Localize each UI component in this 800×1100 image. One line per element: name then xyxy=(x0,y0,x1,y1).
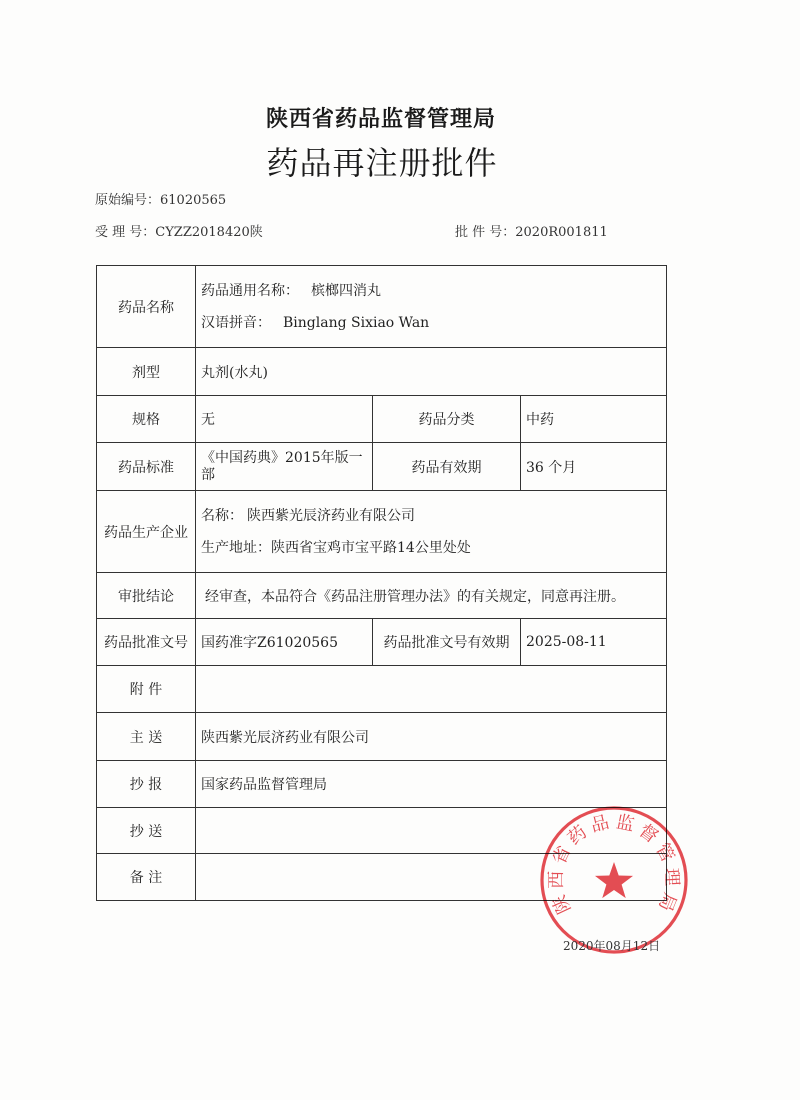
validity-value: 36 个月 xyxy=(521,443,667,491)
category-label: 药品分类 xyxy=(373,396,521,443)
attachment-value xyxy=(196,666,667,713)
approval-validity-value: 2025-08-11 xyxy=(521,619,667,666)
issue-date: 2020年08月12日 xyxy=(563,939,661,953)
original-number xyxy=(95,189,226,208)
approval-document-number-label: 批 件 号： xyxy=(455,225,516,240)
approval-number-value: 国药准字Z61020565 xyxy=(196,619,373,666)
validity-label: 药品有效期 xyxy=(373,443,521,491)
acceptance-number xyxy=(95,221,263,240)
manufacturer-address-label: 生产地址： xyxy=(201,539,271,556)
conclusion-label: 审批结论 xyxy=(97,573,196,619)
acceptance-number-value: CYZZ2018420陕 xyxy=(155,225,263,240)
document-title: 药品再注册批件 xyxy=(266,144,498,182)
approval-document-number xyxy=(455,221,608,240)
report-to-value: 国家药品监督管理局 xyxy=(196,761,667,808)
specification-value: 无 xyxy=(196,396,373,443)
manufacturer-cell xyxy=(196,491,667,573)
main-recipient-value: 陕西紫光辰济药业有限公司 xyxy=(196,713,667,761)
standard-value: 《中国药典》2015年版一部 xyxy=(196,443,373,491)
manufacturer-name-line xyxy=(201,500,661,532)
report-to-label: 抄 报 xyxy=(97,761,196,808)
manufacturer-name-label: 名称： xyxy=(201,507,243,524)
main-recipient-label: 主 送 xyxy=(97,713,196,761)
row-drug-name xyxy=(97,266,667,348)
official-seal xyxy=(534,800,694,960)
row-standard xyxy=(97,443,667,491)
row-approval-number xyxy=(97,619,667,666)
acceptance-number-label: 受 理 号： xyxy=(95,225,156,240)
manufacturer-label: 药品生产企业 xyxy=(97,491,196,573)
specification-label: 规格 xyxy=(97,396,196,443)
remarks-label: 备 注 xyxy=(97,854,196,901)
pinyin-label: 汉语拼音： xyxy=(201,314,271,331)
issuing-agency: 陕西省药品监督管理局 xyxy=(265,107,496,132)
row-conclusion xyxy=(97,573,667,619)
seal-star-icon xyxy=(595,862,633,898)
row-dosage-form xyxy=(97,348,667,396)
row-main-recipient xyxy=(97,713,667,761)
row-specification xyxy=(97,396,667,443)
drug-name-cell xyxy=(196,266,667,348)
manufacturer-name-value: 陕西紫光辰济药业有限公司 xyxy=(247,507,415,524)
original-number-value: 61020565 xyxy=(160,193,227,208)
manufacturer-address-value: 陕西省宝鸡市宝平路14公里处处 xyxy=(271,539,471,556)
row-attachment xyxy=(97,666,667,713)
pinyin-value: Binglang Sixiao Wan xyxy=(283,314,430,331)
manufacturer-address-line xyxy=(201,532,661,564)
drug-name-label: 药品名称 xyxy=(97,266,196,348)
generic-name-value: 槟榔四消丸 xyxy=(311,282,381,299)
original-number-label: 原始编号： xyxy=(95,193,161,208)
row-manufacturer xyxy=(97,491,667,573)
dosage-form-label: 剂型 xyxy=(97,348,196,396)
category-value: 中药 xyxy=(521,396,667,443)
generic-name-line xyxy=(201,275,661,307)
attachment-label: 附 件 xyxy=(97,666,196,713)
seal-text-path: 陕西省药品监督管理局 xyxy=(545,811,683,917)
conclusion-value: 经审查，本品符合《药品注册管理办法》的有关规定，同意再注册。 xyxy=(196,573,667,619)
dosage-form-value: 丸剂(水丸) xyxy=(196,348,667,396)
generic-name-label: 药品通用名称： xyxy=(201,282,299,299)
approval-number-label: 药品批准文号 xyxy=(97,619,196,666)
standard-label: 药品标准 xyxy=(97,443,196,491)
copy-to-label: 抄 送 xyxy=(97,808,196,854)
approval-document-number-value: 2020R001811 xyxy=(515,225,608,240)
pinyin-line xyxy=(201,307,661,339)
approval-validity-label: 药品批准文号有效期 xyxy=(373,619,521,666)
